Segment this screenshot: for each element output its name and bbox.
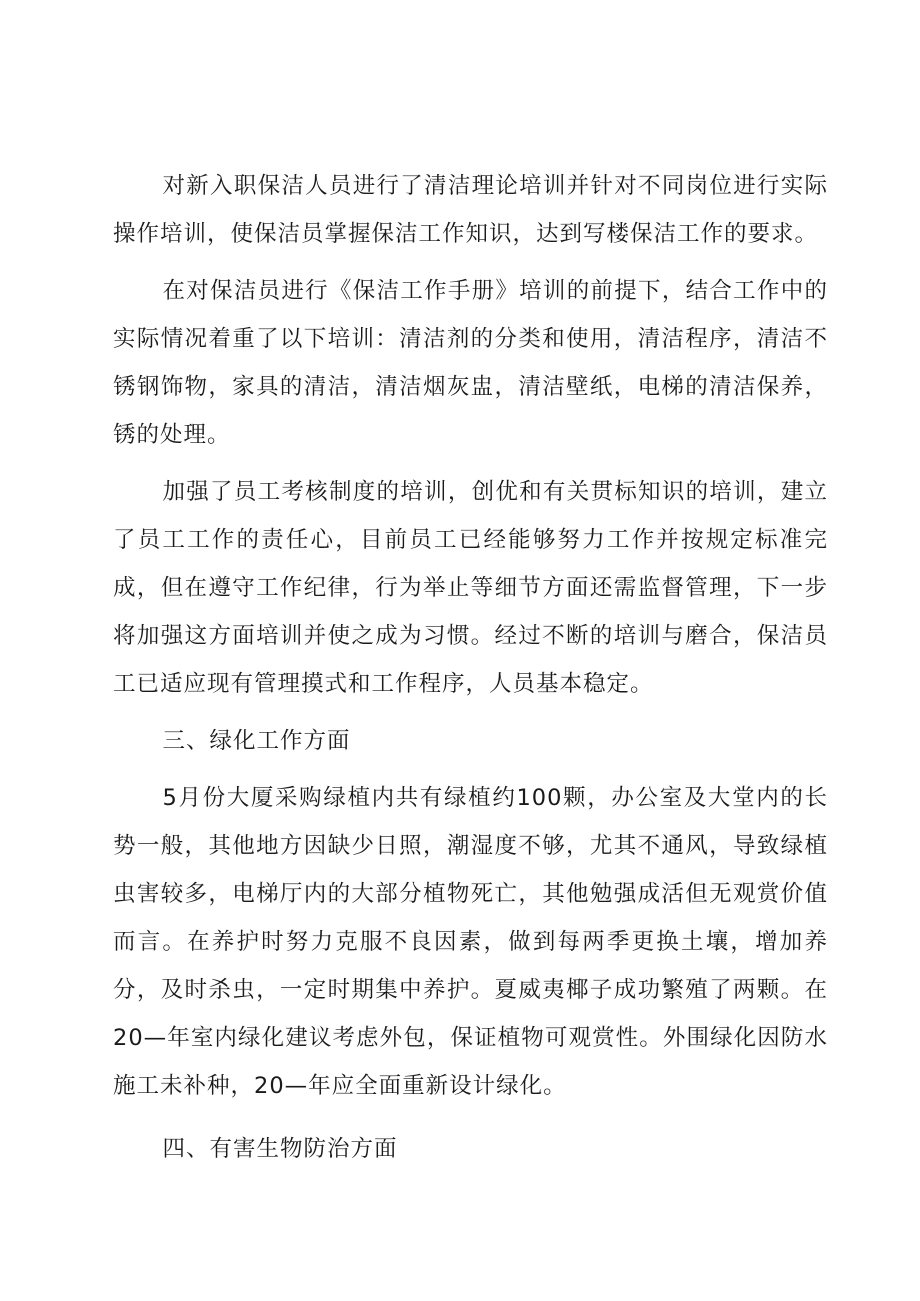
section-heading-greening: 三、绿化工作方面: [162, 728, 351, 754]
paragraph-greening: 5月份大厦采购绿植内共有绿植约100颗，办公室及大堂内的长势一般，其他地方因缺少日照，潮湿度不够，尤其不通风，导致绿植虫害较多，电梯厅内的大部分植物死亡，其他勉强成活但无观赏价值而言。在养护时努力克服不良因素，做到每两季更换土壤，增加养分，及时杀虫，一定时期集中养护。夏威夷椰子成功繁殖了两颗。在20—年室内绿化建议考虑外包，保证植物可观赏性。外围绿化因防水施工未补种，20—年应全面重新设计绿化。: [113, 785, 828, 1099]
document-body: [113, 162, 828, 1182]
paragraph-training-new-staff: 对新入职保洁人员进行了清洁理论培训并针对不同岗位进行实际操作培训，使保洁员掌握保洁工作知识，达到写楼保洁工作的要求。: [113, 173, 828, 247]
paragraph-training-manual: 在对保洁员进行《保洁工作手册》培训的前提下，结合工作中的实际情况着重了以下培训：清洁剂的分类和使用，清洁程序，清洁不锈钢饰物，家具的清洁，清洁烟灰盅，清洁壁纸，电梯的清洁保养，锈的处理。: [113, 278, 828, 448]
paragraph-assessment-training: 加强了员工考核制度的培训，创优和有关贯标知识的培训，建立了员工工作的责任心，目前员工已经能够努力工作并按规定标准完成，但在遵守工作纪律，行为举止等细节方面还需监督管理，下一步将加强这方面培训并使之成为习惯。经过不断的培训与磨合，保洁员工已适应现有管理摸式和工作程序，人员基本稳定。: [113, 479, 828, 697]
section-heading-pest-control: 四、有害生物防治方面: [162, 1136, 398, 1162]
